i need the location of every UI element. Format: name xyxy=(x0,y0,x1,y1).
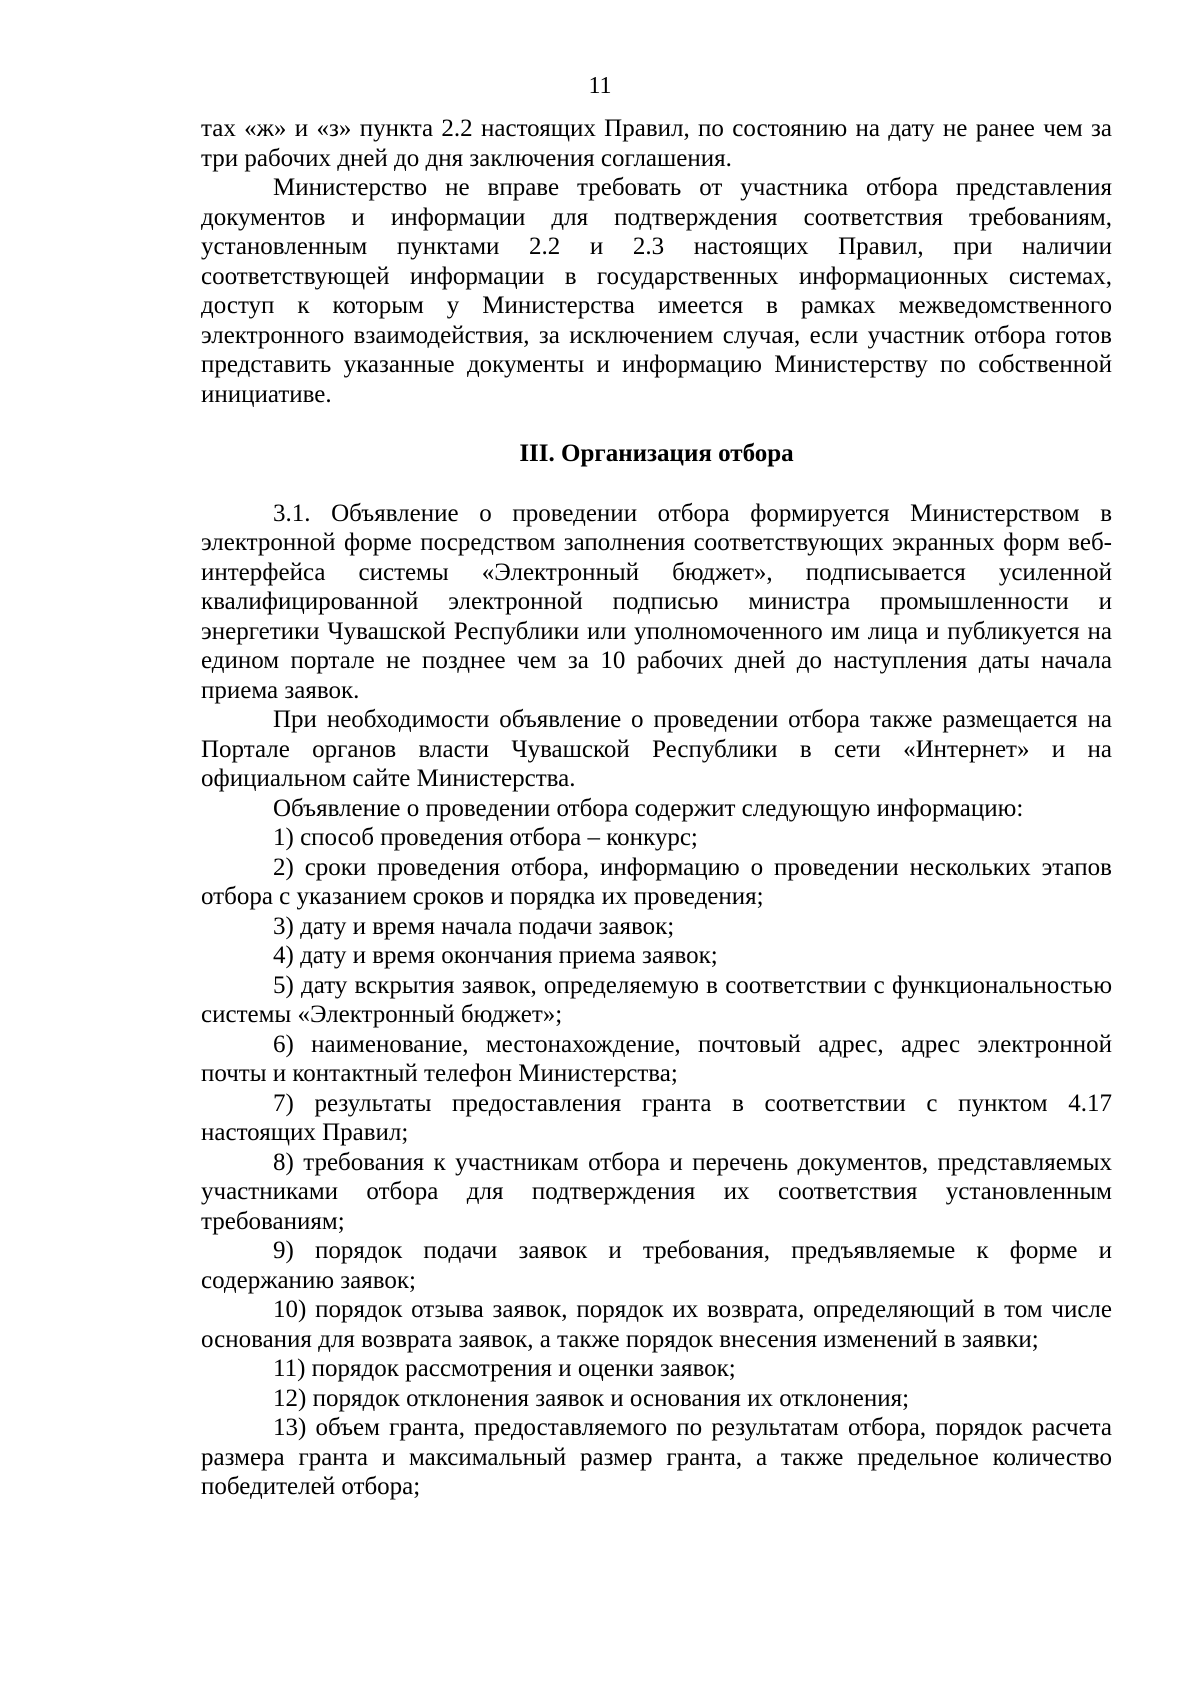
list-item: 7) результаты предоставления гранта в соответствии с пунктом 4.17 настоящих Правил; xyxy=(201,1089,1112,1146)
page-number: 11 xyxy=(588,73,612,99)
list-item: 13) объем гранта, предоставляемого по результатам отбора, порядок расчета размера гранта и максимальный размер гранта, а также предельное количество победителей отбора; xyxy=(201,1414,1112,1500)
list-item: 3) дату и время начала подачи заявок; xyxy=(273,912,675,940)
section-heading: III. Организация отбора xyxy=(519,440,794,467)
document-body xyxy=(201,114,1112,1502)
paragraph: Объявление о проведении отбора содержит следующую информацию: xyxy=(273,794,1024,822)
paragraph: 3.1. Объявление о проведении отбора формируется Министерством в электронной форме посредством заполнения соответствующих экранных форм веб-интерфейса системы «Электронный бюджет», подписывается усиленной квалифицированной электронной подписью министра промышленности и энергетики Чувашской Республики или уполномоченного им лица и публикуется на едином портале не позднее чем за 10 рабочих дней до наступления даты начала приема заявок. xyxy=(201,499,1112,704)
list-item: 6) наименование, местонахождение, почтовый адрес, адрес электронной почты и контактный телефон Министерства; xyxy=(201,1030,1112,1087)
paragraph: Министерство не вправе требовать от участника отбора представления документов и информации для подтверждения соответствия требованиям, установленным пунктами 2.2 и 2.3 настоящих Правил, при наличии соответствующей информации в государственных информационных системах, доступ к которым у Министерства имеется в рамках межведомственного электронного взаимодействия, за исключением случая, если участник отбора готов представить указанные документы и информацию Министерству по собственной инициативе. xyxy=(201,174,1112,408)
list-item: 2) сроки проведения отбора, информацию о проведении нескольких этапов отбора с указанием сроков и порядка их проведения; xyxy=(201,853,1112,910)
list-item: 5) дату вскрытия заявок, определяемую в соответствии с функциональностью системы «Электронный бюджет»; xyxy=(201,971,1112,1028)
list-item: 9) порядок подачи заявок и требования, предъявляемые к форме и содержанию заявок; xyxy=(201,1237,1112,1294)
list-item: 1) способ проведения отбора – конкурс; xyxy=(273,824,698,851)
list-item: 4) дату и время окончания приема заявок; xyxy=(273,942,718,969)
paragraph: тах «ж» и «з» пункта 2.2 настоящих Правил, по состоянию на дату не ранее чем за три рабочих дней до дня заключения соглашения. xyxy=(201,115,1112,172)
paragraph: При необходимости объявление о проведении отбора также размещается на Портале органов власти Чувашской Республики в сети «Интернет» и на официальном сайте Министерства. xyxy=(201,706,1112,792)
list-item: 12) порядок отклонения заявок и основания их отклонения; xyxy=(273,1384,910,1412)
list-item: 8) требования к участникам отбора и перечень документов, представляемых участниками отбора для подтверждения их соответствия установленным требованиям; xyxy=(201,1148,1112,1235)
list-item: 10) порядок отзыва заявок, порядок их возврата, определяющий в том числе основания для возврата заявок, а также порядок внесения изменений в заявки; xyxy=(201,1296,1112,1353)
list-item: 11) порядок рассмотрения и оценки заявок; xyxy=(273,1355,736,1382)
